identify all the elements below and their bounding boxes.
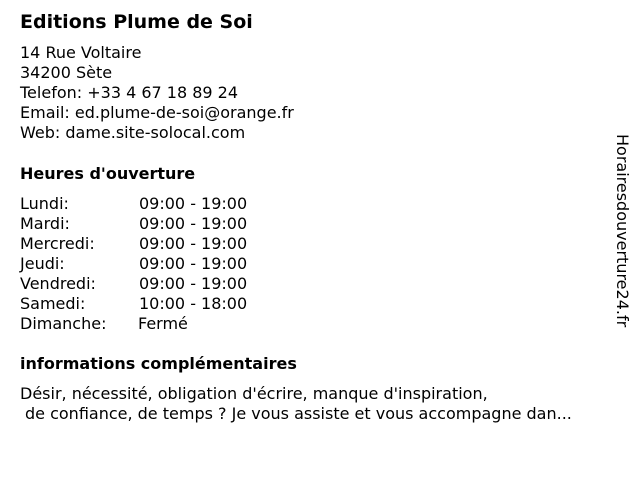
- day-label: Vendredi:: [20, 274, 96, 293]
- hours-row-wednesday: [20, 234, 320, 254]
- contact-block: [20, 43, 294, 143]
- day-label: Samedi:: [20, 294, 86, 313]
- day-label: Mardi:: [20, 214, 70, 233]
- hours-row-saturday: [20, 294, 320, 314]
- day-hours: Fermé: [138, 314, 188, 333]
- day-label: Jeudi:: [20, 254, 65, 273]
- day-hours: 09:00 - 19:00: [139, 234, 248, 253]
- hours-row-monday: [20, 194, 320, 214]
- address-street: 14 Rue Voltaire: [20, 43, 142, 62]
- day-hours: 10:00 - 18:00: [139, 294, 248, 313]
- description: [20, 384, 572, 424]
- additional-info-heading: informations complémentaires: [20, 354, 297, 373]
- day-hours: 09:00 - 19:00: [139, 214, 248, 233]
- phone-number: Telefon: +33 4 67 18 89 24: [20, 83, 239, 102]
- website: Web: dame.site-solocal.com: [20, 123, 246, 142]
- business-name: Editions Plume de Soi: [20, 11, 253, 33]
- day-hours: 09:00 - 19:00: [139, 274, 248, 293]
- watermark-text: Horairesdouverture24.fr: [613, 134, 632, 328]
- hours-row-tuesday: [20, 214, 320, 234]
- hours-row-thursday: [20, 254, 320, 274]
- watermark-vertical: [612, 134, 632, 374]
- email-address: Email: ed.plume-de-soi@orange.fr: [20, 103, 294, 122]
- address-city: 34200 Sète: [20, 63, 113, 82]
- description-line-2: de confiance, de temps ? Je vous assiste et vous accompagne dan...: [25, 404, 572, 423]
- day-label: Mercredi:: [20, 234, 95, 253]
- day-label: Dimanche:: [20, 314, 107, 333]
- description-line-1: Désir, nécessité, obligation d'écrire, manque d'inspiration,: [20, 384, 488, 403]
- day-label: Lundi:: [20, 194, 69, 213]
- day-hours: 09:00 - 19:00: [139, 194, 248, 213]
- opening-hours-heading: Heures d'ouverture: [20, 164, 196, 183]
- day-hours: 09:00 - 19:00: [139, 254, 248, 273]
- hours-row-sunday: [20, 314, 320, 334]
- hours-row-friday: [20, 274, 320, 294]
- opening-hours-table: [20, 194, 320, 334]
